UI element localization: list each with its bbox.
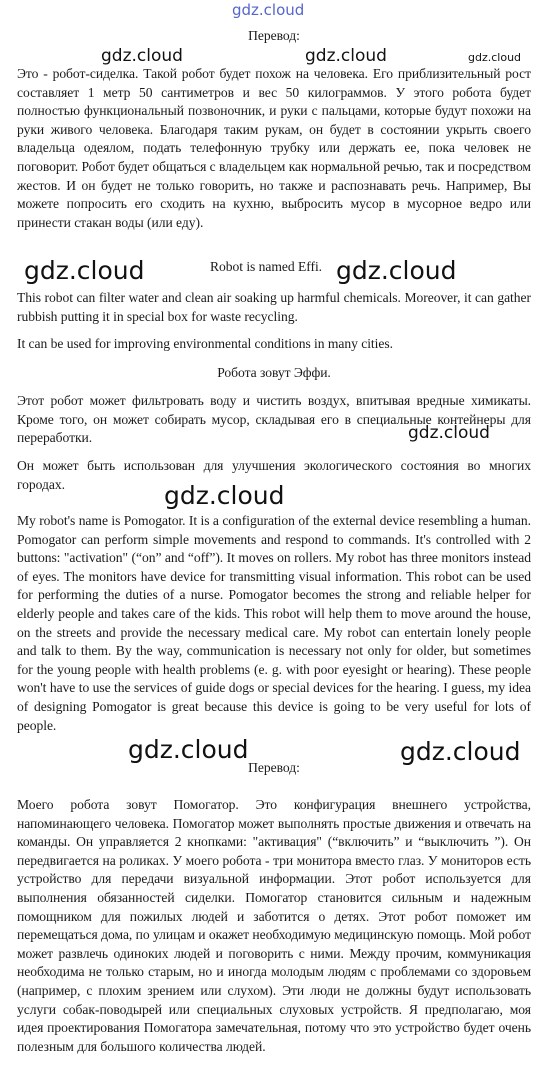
paragraph-en-2: It can be used for improving environmental conditions in many cities.	[17, 336, 393, 351]
paragraph-ru-3: Он может быть использован для улучшения экологического состояния во многих городах.	[17, 458, 531, 492]
watermark: gdz.cloud	[101, 46, 183, 66]
section-heading: Перевод:	[248, 28, 300, 43]
paragraph-ru-1: Это - робот-сиделка. Такой робот будет похож на человека. Его приблизительный рост составляет 1 метр 50 сантиметров и вес 50 килограммов. У этого робота будет полностью функциональный позвоночник, и руки с пальцами, которые будут похожи на руки живого человека. Благодаря таким рукам, он будет в состоянии укрыть своего владельца одеялом, подать телефонную трубку или держать ее, пока человек не поговорит. Робот будет общаться с владельцем как нормальной речью, так и посредством жестов. И он будет не только говорить, но также и распознавать речь. Например, Вы можете попросить его сходить на кухню, выбросить мусор в мусорное ведро или принести стакан воды (или еду).	[17, 66, 531, 230]
watermark: gdz.cloud	[336, 256, 457, 285]
section-heading: Робота зовут Эффи.	[217, 365, 331, 380]
section-heading: Robot is named Effi.	[210, 259, 323, 274]
watermark: gdz.cloud	[468, 51, 522, 64]
watermark: gdz.cloud	[128, 735, 249, 764]
watermark: gdz.cloud	[400, 737, 521, 766]
section-heading: Перевод:	[248, 760, 300, 775]
watermark: gdz.cloud	[24, 256, 145, 285]
watermark: gdz.cloud	[408, 423, 490, 443]
paragraph-ru-4: Моего робота зовут Помогатор. Это конфигурация внешнего устройства, напоминающего человека. Помогатор может выполнять простые движения и отвечать на команды. Он управляется 2 кнопками: "активация" (“включить” и “выключить ”). Он передвигается на роликах. У моего робота - три монитора вместо глаз. У мониторов есть устройство для передачи визуальной информации. Этот робот используется для выполнения обязанностей сиделки. Помогатор становится сильным и надежным помощником для пожилых людей и заботится о детях. Этот робот поможет им перемещаться дома, по улицам и окажет необходимую медицинскую помощь. Мой робот может развлечь одиноких людей и поговорить с ними. Между прочим, коммуникация необходима не только старым, но и иногда молодым людям с проблемами со здоровьем (например, с плохим зрением или слухом). Эти люди не должны будут использовать услуги собак-поводырей или специальных слуховых устройств. Я предполагаю, моя идея проектирования Помогатора замечательная, потому что это устройство будет очень полезным для большого количества людей.	[17, 797, 531, 1054]
watermark: gdz.cloud	[164, 481, 285, 510]
watermark: gdz.cloud	[305, 46, 387, 66]
paragraph-en-1: This robot can filter water and clean air soaking up harmful chemicals. Moreover, it can gather rubbish putting it in special box for waste recycling.	[17, 290, 531, 324]
paragraph-ru-2: Этот робот может фильтровать воду и чистить воздух, впитывая вредные химикаты. Кроме того, он может собирать мусор, складывая его в специальные контейнеры для переработки.	[17, 393, 531, 446]
paragraph-en-3: My robot's name is Pomogator. It is a configuration of the external device resembling a human. Pomogator can perform simple movements and respond to commands. It's controlled with 2 buttons: "activation" (“on” and “off”). It moves on rollers. My robot has three monitors instead of eyes. The monitors have device for transmitting visual information. This robot can be used for performing the duties of a nurse. Pomogator becomes the strong and reliable helper for elderly people and takes care of the kids. This robot will help them to move around the house, on the streets and provide the necessary medical care. My robot can entertain lonely people and talk to them. By the way, communication is necessary not only for older, but sometimes for the young people with health problems (e. g. with poor eyesight or hearing). These people won't have to use the services of guide dogs or special devices for the hearing. I guess, my idea of designing Pomogator is great because this device is going to be very useful for lots of people.	[17, 513, 531, 733]
watermark: gdz.cloud	[232, 1, 305, 19]
